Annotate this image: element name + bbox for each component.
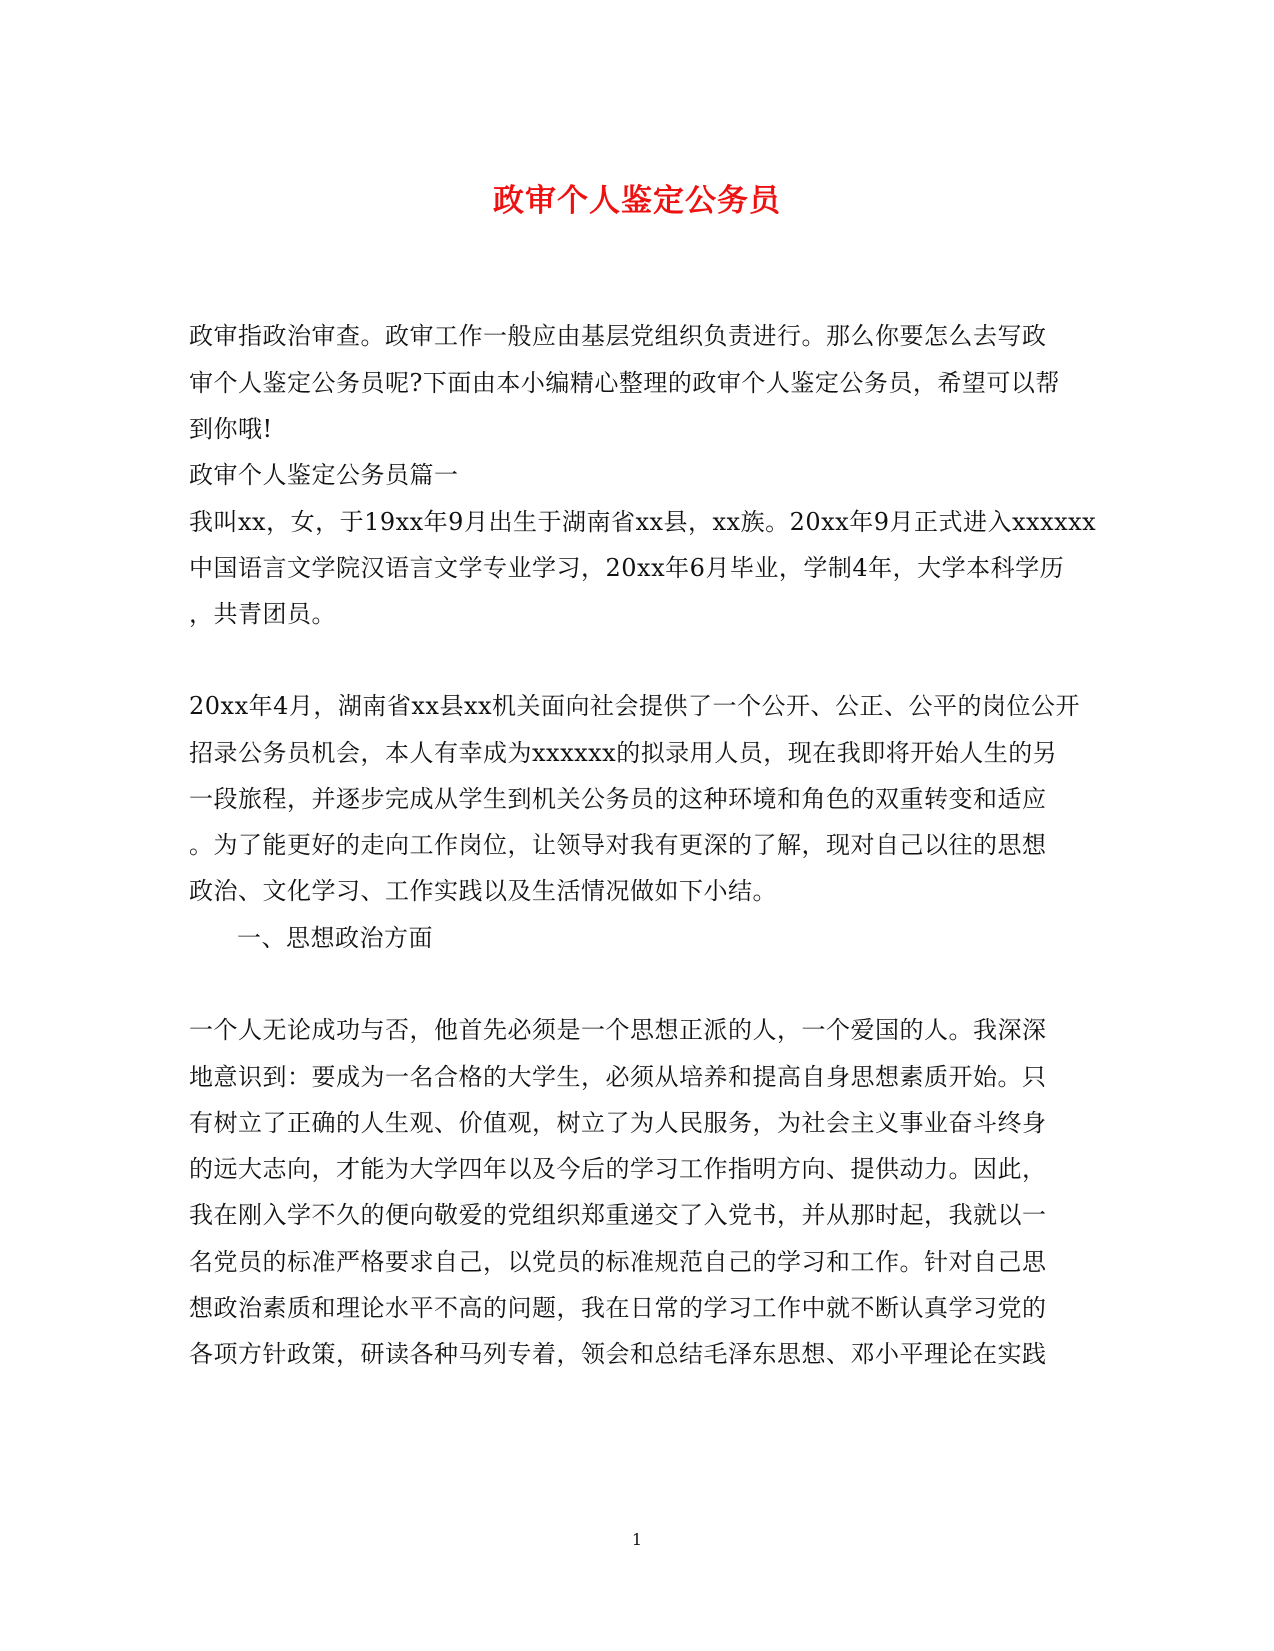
body-line: 有树立了正确的人生观、价值观，树立了为人民服务，为社会主义事业奋斗终身 bbox=[189, 1109, 1047, 1137]
body-line: 我叫xx，女，于19xx年9月出生于湖南省xx县，xx族。20xx年9月正式进入xxxxxx bbox=[189, 508, 1097, 536]
body-line: 政治、文化学习、工作实践以及生活情况做如下小结。 bbox=[189, 877, 777, 905]
body-line: 一段旅程，并逐步完成从学生到机关公务员的这种环境和角色的双重转变和适应 bbox=[189, 785, 1047, 813]
body-line: 20xx年4月，湖南省xx县xx机关面向社会提供了一个公开、公正、公平的岗位公开 bbox=[189, 692, 1081, 720]
body-line: 一个人无论成功与否，他首先必须是一个思想正派的人，一个爱国的人。我深深 bbox=[189, 1016, 1047, 1044]
body-line: 政审指政治审查。政审工作一般应由基层党组织负责进行。那么你要怎么去写政 bbox=[189, 322, 1047, 350]
body-line: 我在刚入学不久的便向敬爱的党组织郑重递交了入党书，并从那时起，我就以一 bbox=[189, 1201, 1047, 1229]
body-line: 中国语言文学院汉语言文学专业学习，20xx年6月毕业，学制4年，大学本科学历 bbox=[189, 554, 1065, 582]
body-line: 审个人鉴定公务员呢?下面由本小编精心整理的政审个人鉴定公务员，希望可以帮 bbox=[189, 369, 1060, 397]
body-line: 到你哦! bbox=[189, 415, 273, 443]
body-line: ，共青团员。 bbox=[189, 600, 336, 628]
body-line: 的远大志向，才能为大学四年以及今后的学习工作指明方向、提供动力。因此， bbox=[189, 1155, 1047, 1183]
body-line: 招录公务员机会，本人有幸成为xxxxxx的拟录用人员，现在我即将开始人生的另 bbox=[189, 739, 1058, 767]
body-line: 名党员的标准严格要求自己，以党员的标准规范自己的学习和工作。针对自己思 bbox=[189, 1248, 1047, 1276]
body-line: 。为了能更好的走向工作岗位，让领导对我有更深的了解，现对自己以往的思想 bbox=[189, 831, 1047, 859]
body-line: 想政治素质和理论水平不高的问题，我在日常的学习工作中就不断认真学习党的 bbox=[189, 1294, 1047, 1322]
body-line: 各项方针政策，研读各种马列专着，领会和总结毛泽东思想、邓小平理论在实践 bbox=[189, 1340, 1047, 1368]
section-heading: 政审个人鉴定公务员篇一 bbox=[189, 461, 459, 489]
document-title: 政审个人鉴定公务员 bbox=[493, 183, 781, 219]
body-line: 地意识到：要成为一名合格的大学生，必须从培养和提高自身思想素质开始。只 bbox=[189, 1063, 1047, 1091]
page-number: 1 bbox=[631, 1530, 643, 1549]
subsection-heading: 一、思想政治方面 bbox=[237, 924, 433, 952]
